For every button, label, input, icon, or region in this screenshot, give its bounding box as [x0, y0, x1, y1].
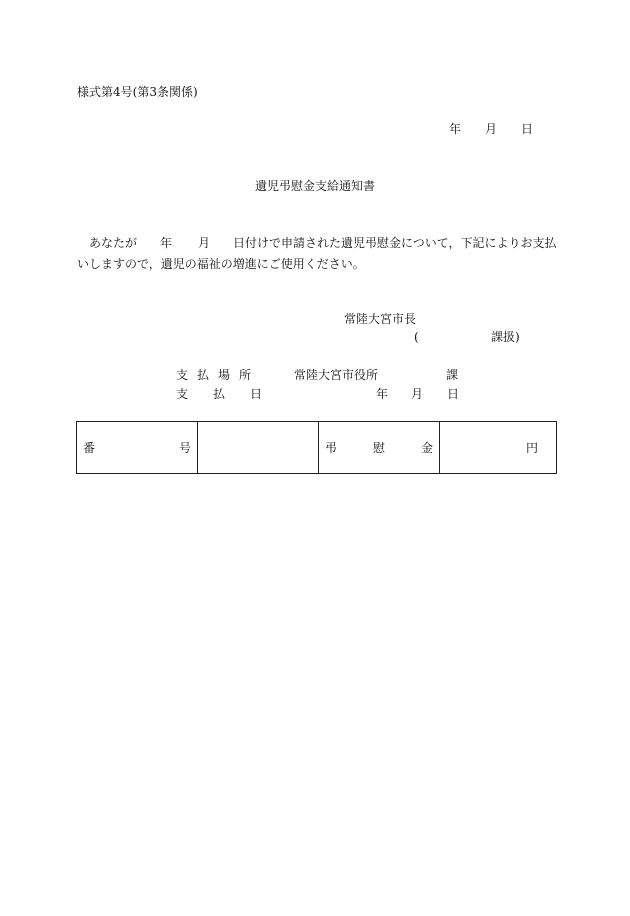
- number-value-cell: [198, 422, 319, 474]
- payment-place-label: 支払場所: [176, 368, 261, 382]
- issuer-dept-close: 課扱): [491, 330, 520, 344]
- amount-value-cell: [440, 422, 557, 474]
- body-text-month: 月: [198, 236, 211, 250]
- body-text-line-2: いしますので，遺児の福祉の増進にご使用ください。: [77, 257, 365, 271]
- issue-date-year: 年: [449, 122, 462, 136]
- form-number-label: 様式第4号(第3条関係): [77, 85, 198, 99]
- payment-place-value: 常陸大宮市役所: [294, 368, 379, 382]
- info-table: [76, 421, 557, 474]
- issuer-dept-open: (: [414, 330, 419, 344]
- issue-date-day: 日: [521, 122, 534, 136]
- body-text-year: 年: [160, 236, 173, 250]
- payment-date-year: 年: [376, 387, 389, 401]
- amount-label-b: 慰: [372, 441, 385, 455]
- issuer-mayor: 常陸大宮市長: [344, 312, 417, 326]
- number-label-cell: [77, 422, 198, 474]
- amount-label-c: 金: [420, 441, 433, 455]
- payment-place-section: 課: [446, 368, 459, 382]
- body-text-rest: 日付けで申請された遺児弔慰金について，下記によりお支払: [233, 236, 557, 250]
- body-text-you: あなたが: [89, 236, 138, 250]
- number-label-a: 番: [83, 441, 96, 455]
- amount-unit: 円: [525, 441, 538, 455]
- document-title: 遺児弔慰金支給通知書: [254, 179, 375, 193]
- payment-date-label: 支払日: [176, 387, 288, 401]
- payment-date-month: 月: [411, 387, 424, 401]
- table-row: [77, 422, 557, 474]
- amount-label-cell: [319, 422, 440, 474]
- payment-date-day: 日: [447, 387, 460, 401]
- issue-date-month: 月: [485, 122, 498, 136]
- amount-label-a: 弔: [325, 441, 338, 455]
- number-label-b: 号: [178, 441, 191, 455]
